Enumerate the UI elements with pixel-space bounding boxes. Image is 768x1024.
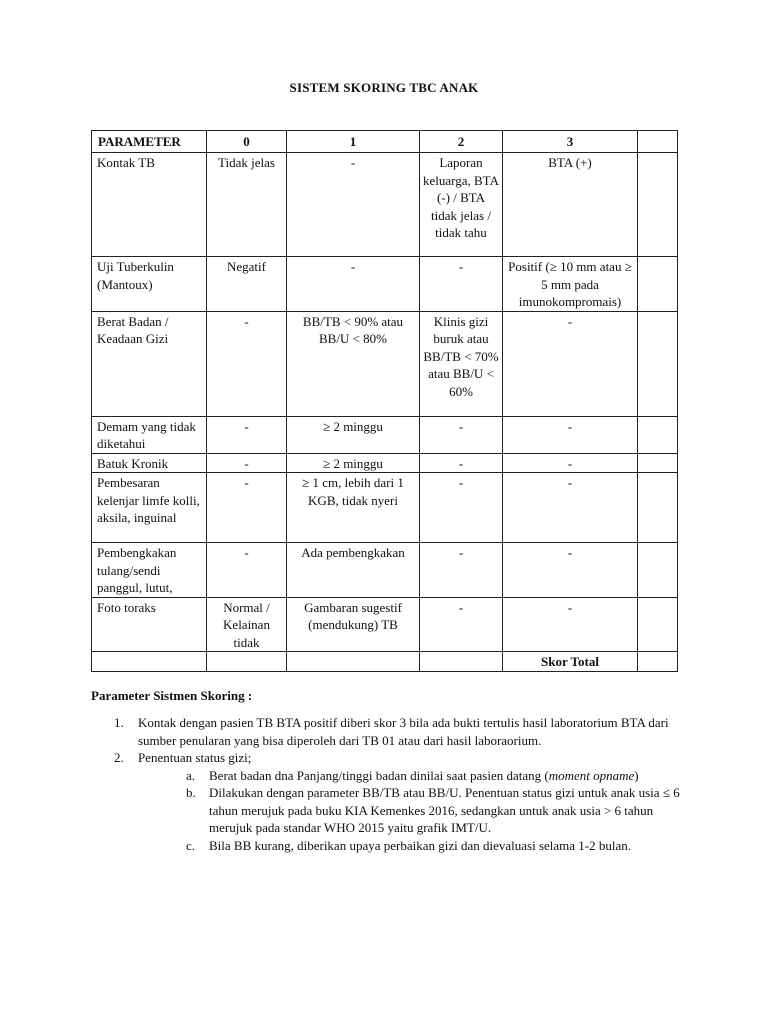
score-2-cell: [420, 652, 503, 672]
score-3-cell: -: [503, 597, 638, 652]
score-3-cell: -: [503, 311, 638, 416]
score-2-cell: Laporan keluarga, BTA (-) / BTA tidak jelas / tidak tahu: [420, 153, 503, 257]
score-1-cell: -: [287, 153, 420, 257]
score-2-cell: -: [420, 453, 503, 473]
section-title: Parameter Sistmen Skoring :: [91, 688, 253, 703]
score-value-cell: [638, 416, 678, 453]
list-item: [91, 714, 681, 749]
score-2-cell: -: [420, 257, 503, 312]
list-number: 1.: [114, 715, 124, 730]
header-score-total: [638, 131, 678, 153]
sub-list-item: [138, 767, 681, 785]
score-value-cell: [638, 473, 678, 543]
parameter-cell: Pembengkakan tulang/sendi panggul, lutut,: [92, 543, 207, 598]
parameter-cell: Batuk Kronik: [92, 453, 207, 473]
score-3-cell: -: [503, 543, 638, 598]
list-item-text: Penentuan status gizi;: [138, 750, 252, 765]
list-number: 2.: [114, 750, 124, 765]
score-value-cell: [638, 597, 678, 652]
score-0-cell: Negatif: [207, 257, 287, 312]
score-2-cell: -: [420, 473, 503, 543]
score-0-cell: -: [207, 453, 287, 473]
table-row: [92, 473, 678, 543]
sub-list-item-text: Bila BB kurang, diberikan upaya perbaikan gizi dan dievaluasi selama 1-2 bulan.: [209, 837, 632, 853]
document-title: SISTEM SKORING TBC ANAK: [289, 80, 479, 95]
header-score-0: 0: [207, 131, 287, 153]
notes-list: [91, 714, 681, 854]
score-0-cell: -: [207, 543, 287, 598]
score-value-cell: [638, 257, 678, 312]
skor-total-label: Skor Total: [503, 652, 638, 672]
score-0-cell: -: [207, 473, 287, 543]
score-3-cell: -: [503, 416, 638, 453]
sub-list-item: [138, 837, 681, 855]
sub-list-item-text: Berat badan dna Panjang/tinggi badan dinilai saat pasien datang (: [209, 767, 549, 783]
parameter-cell: Uji Tuberkulin (Mantoux): [92, 257, 207, 312]
score-3-cell: -: [503, 453, 638, 473]
parameter-cell: Pembesaran kelenjar limfe kolli, aksila, inguinal: [92, 473, 207, 543]
score-value-cell: [638, 311, 678, 416]
score-2-cell: -: [420, 543, 503, 598]
score-value-cell: [638, 453, 678, 473]
sub-list-letter: c.: [186, 837, 196, 853]
score-0-cell: Normal / Kelainan tidak: [207, 597, 287, 652]
score-2-cell: -: [420, 597, 503, 652]
table-row: [92, 543, 678, 598]
list-item: [91, 749, 681, 854]
table-row: [92, 153, 678, 257]
scoring-table: [91, 130, 678, 672]
score-0-cell: Tidak jelas: [207, 153, 287, 257]
header-score-3: 3: [503, 131, 638, 153]
score-1-cell: -: [287, 257, 420, 312]
table-row: [92, 453, 678, 473]
closing-paren: ): [634, 767, 639, 783]
sub-list-letter: a.: [186, 767, 196, 783]
score-3-cell: -: [503, 473, 638, 543]
table-row: [92, 416, 678, 453]
score-0-cell: -: [207, 416, 287, 453]
header-score-1: 1: [287, 131, 420, 153]
header-score-2: 2: [420, 131, 503, 153]
table-row: [92, 597, 678, 652]
score-1-cell: ≥ 2 minggu: [287, 416, 420, 453]
score-1-cell: Gambaran sugestif (mendukung) TB: [287, 597, 420, 652]
score-3-cell: Positif (≥ 10 mm atau ≥ 5 mm pada imunokompromais): [503, 257, 638, 312]
sub-list: [138, 767, 681, 855]
score-1-cell: [287, 652, 420, 672]
sub-list-item: [138, 784, 681, 837]
parameter-cell: [92, 652, 207, 672]
score-2-cell: Klinis gizi buruk atau BB/TB < 70% atau BB/U < 60%: [420, 311, 503, 416]
parameter-cell: Demam yang tidak diketahui: [92, 416, 207, 453]
score-0-cell: [207, 652, 287, 672]
parameter-cell: Kontak TB: [92, 153, 207, 257]
parameter-cell: Foto toraks: [92, 597, 207, 652]
list-item-text: Kontak dengan pasien TB BTA positif diberi skor 3 bila ada bukti tertulis hasil laboratorium BTA dari sumber penularan yang bisa diperoleh dari TB 01 atau dari hasil laboraorium.: [138, 715, 669, 748]
parameter-cell: Berat Badan / Keadaan Gizi: [92, 311, 207, 416]
table-row: [92, 257, 678, 312]
skor-total-value: [638, 652, 678, 672]
score-1-cell: Ada pembengkakan: [287, 543, 420, 598]
score-2-cell: -: [420, 416, 503, 453]
sub-list-letter: b.: [186, 785, 196, 800]
score-0-cell: -: [207, 311, 287, 416]
table-row: [92, 311, 678, 416]
score-value-cell: [638, 543, 678, 598]
score-1-cell: BB/TB < 90% atau BB/U < 80%: [287, 311, 420, 416]
table-row: [92, 652, 678, 672]
score-1-cell: ≥ 1 cm, lebih dari 1 KGB, tidak nyeri: [287, 473, 420, 543]
italic-term: moment opname: [548, 767, 635, 783]
table-header-row: [92, 131, 678, 153]
score-1-cell: ≥ 2 minggu: [287, 453, 420, 473]
score-3-cell: BTA (+): [503, 153, 638, 257]
header-parameter: PARAMETER: [92, 131, 207, 153]
score-value-cell: [638, 153, 678, 257]
sub-list-item-text: Dilakukan dengan parameter BB/TB atau BB/U. Penentuan status gizi untuk anak usia ≤ 6 tahun merujuk pada buku KIA Kemenkes 2016, sedangkan untuk anak usia > 6 tahun merujuk pada standar WHO 2015 yaitu grafik IMT/U.: [209, 785, 680, 835]
